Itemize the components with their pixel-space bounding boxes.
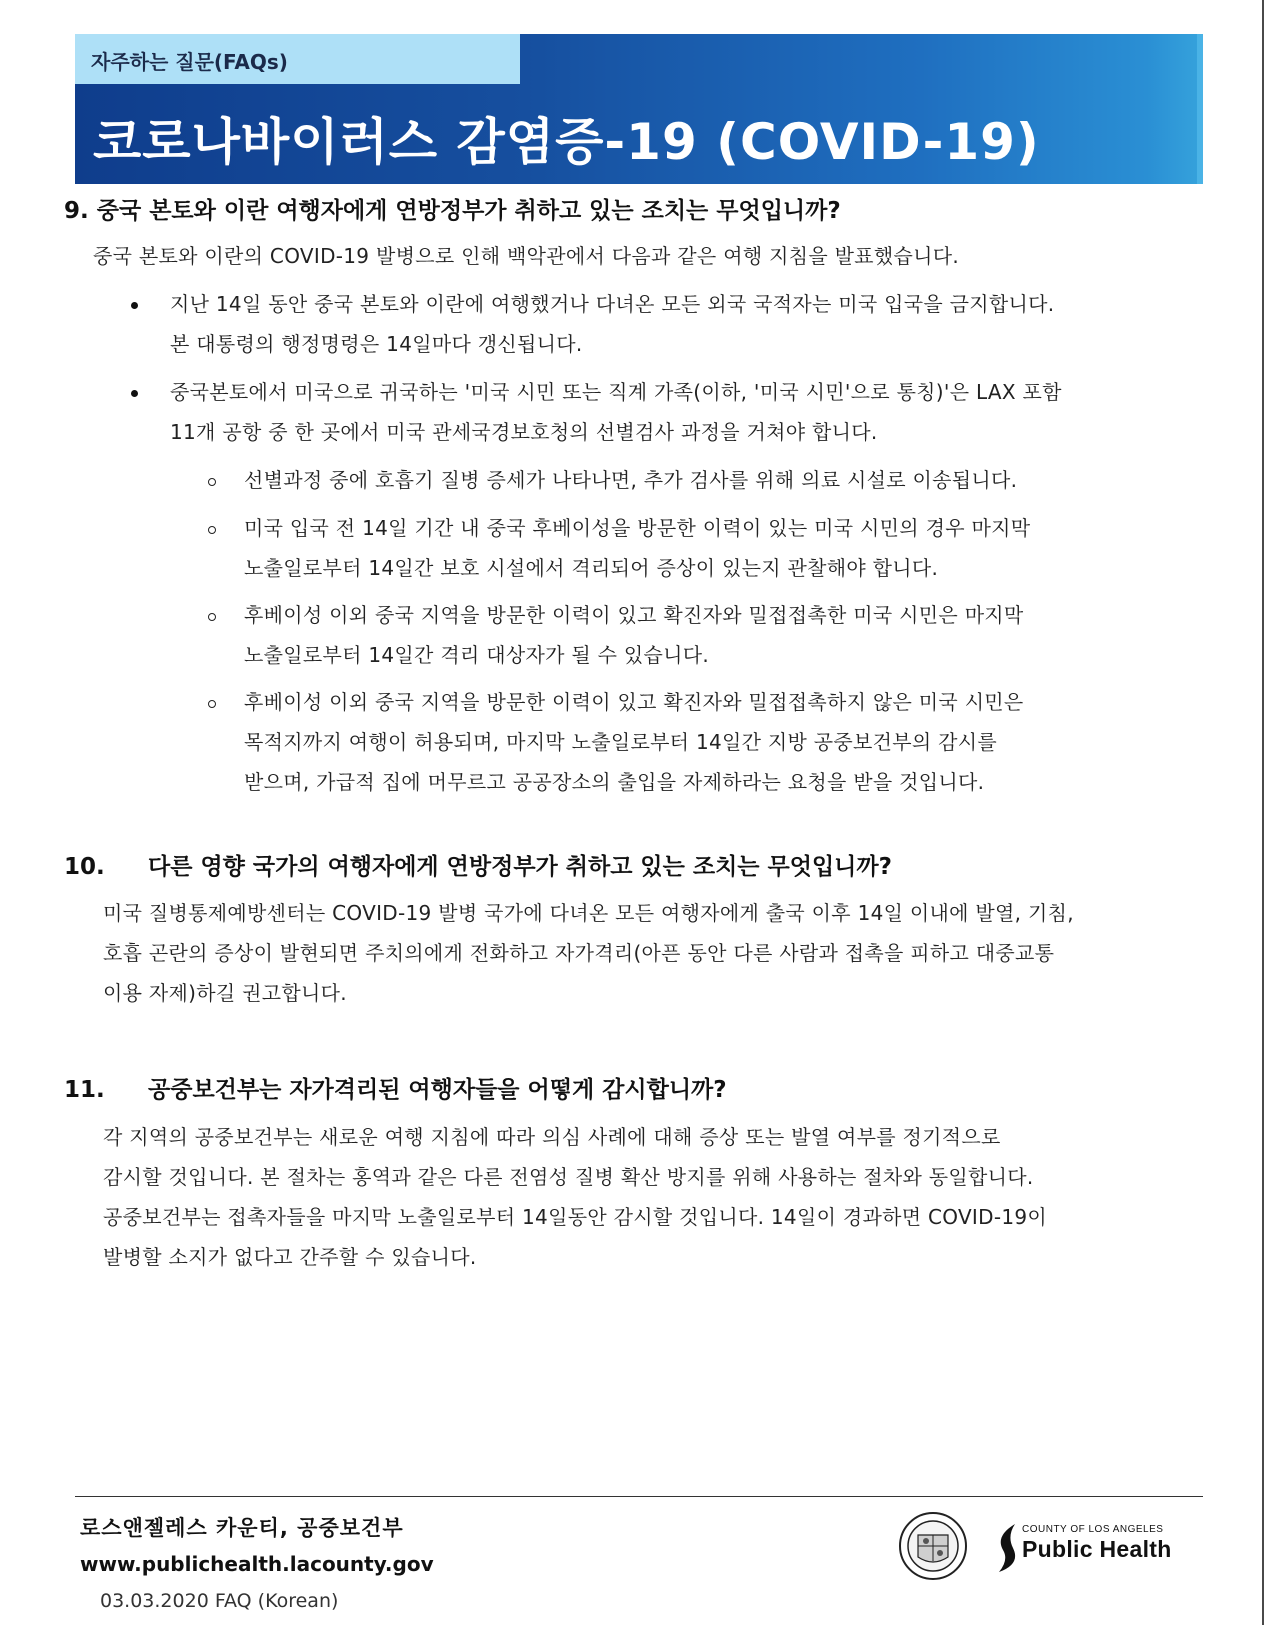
- question-9-bullet-2: 중국본토에서 미국으로 귀국하는 '미국 시민 또는 직계 가족(이하, '미국 시민'으로 통칭)'은 LAX 포함 11개 공항 중 한 곳에서 미국 관세국경보호청의 선별검사 과정을 거쳐야 합니다.: [170, 380, 1062, 444]
- logo-public-health-text: Public Health: [1022, 1536, 1172, 1562]
- question-10-number: 10.: [64, 854, 105, 880]
- sub-bullet-circle: [208, 700, 216, 708]
- question-9-sub-bullet-2: 미국 입국 전 14일 기간 내 중국 후베이성을 방문한 이력이 있는 미국 시민의 경우 마지막 노출일로부터 14일간 보호 시설에서 격리되어 증상이 있는지 관찰해야 합니다.: [244, 516, 1031, 580]
- sub-bullet-circle: [208, 613, 216, 621]
- question-9-bullet-1: 지난 14일 동안 중국 본토와 이란에 여행했거나 다녀온 모든 외국 국적자는 미국 입국을 금지합니다. 본 대통령의 행정명령은 14일마다 갱신됩니다.: [170, 292, 1055, 356]
- page-title: 코로나바이러스 감염증-19 (COVID-19): [93, 113, 1040, 171]
- question-11-number: 11.: [64, 1077, 105, 1103]
- question-11-body: 각 지역의 공중보건부는 새로운 여행 지침에 따라 의심 사례에 대해 증상 또는 발열 여부를 정기적으로 감시할 것입니다. 본 절차는 홍역과 같은 다른 전염성 질병 확산 방지를 위해 사용하는 절차와 동일합니다. 공중보건부는 접촉자들을 마지막 노출일로부터 14일동안 감시할 것입니다. 14일이 경과하면 COVID-19이 발병할 소지가 없다고 간주할 수 있습니다.: [103, 1125, 1048, 1269]
- bullet-dot: [131, 302, 138, 309]
- bullet-dot: [131, 390, 138, 397]
- question-9-heading: [64, 192, 841, 225]
- banner-accent-band: [1197, 34, 1203, 184]
- page-edge-divider: [1262, 0, 1264, 1625]
- sub-bullet-circle: [208, 478, 216, 486]
- sub-bullet-circle: [208, 526, 216, 534]
- footer-organization: 로스앤젤레스 카운티, 공중보건부: [80, 1516, 404, 1540]
- logo-county-text: COUNTY OF LOS ANGELES: [1022, 1524, 1164, 1535]
- county-seal-icon: [898, 1511, 968, 1581]
- question-9-intro: 중국 본토와 이란의 COVID-19 발병으로 인해 백악관에서 다음과 같은 여행 지침을 발표했습니다.: [93, 244, 959, 268]
- question-10-heading: [64, 848, 892, 881]
- question-9-sub-bullet-1: 선별과정 중에 호흡기 질병 증세가 나타나면, 추가 검사를 위해 의료 시설로 이송됩니다.: [244, 468, 1018, 492]
- header-banner: [75, 34, 1203, 184]
- question-11-heading: [64, 1071, 727, 1104]
- question-9-sub-bullet-3: 후베이성 이외 중국 지역을 방문한 이력이 있고 확진자와 밀접접촉한 미국 시민은 마지막 노출일로부터 14일간 격리 대상자가 될 수 있습니다.: [244, 603, 1024, 667]
- question-9-sub-bullet-4: 후베이성 이외 중국 지역을 방문한 이력이 있고 확진자와 밀접접촉하지 않은 미국 시민은 목적지까지 여행이 허용되며, 마지막 노출일로부터 14일간 지방 공중보건부의 감시를 받으며, 가급적 집에 머무르고 공공장소의 출입을 자제하라는 요청을 받을 것입니다.: [244, 690, 1024, 794]
- footer-date-line: 03.03.2020 FAQ (Korean): [100, 1590, 339, 1612]
- question-9-number: 9.: [64, 198, 89, 224]
- question-10-text: 다른 영향 국가의 여행자에게 연방정부가 취하고 있는 조치는 무엇입니까?: [148, 854, 892, 880]
- question-9-text: 중국 본토와 이란 여행자에게 연방정부가 취하고 있는 조치는 무엇입니까?: [96, 198, 841, 224]
- question-11-text: 공중보건부는 자가격리된 여행자들을 어떻게 감시합니까?: [148, 1077, 727, 1103]
- footer-website-link[interactable]: www.publichealth.lacounty.gov: [80, 1552, 434, 1576]
- question-10-body: 미국 질병통제예방센터는 COVID-19 발병 국가에 다녀온 모든 여행자에게 출국 이후 14일 이내에 발열, 기침, 호흡 곤란의 증상이 발현되면 주치의에게 전화하고 자가격리(아픈 동안 다른 사람과 접촉을 피하고 대중교통 이용 자제)하길 권고합니다.: [103, 901, 1074, 1005]
- faq-tab-label: 자주하는 질문(FAQs): [91, 50, 288, 74]
- footer-divider: [75, 1496, 1203, 1497]
- faq-tab: [75, 34, 520, 84]
